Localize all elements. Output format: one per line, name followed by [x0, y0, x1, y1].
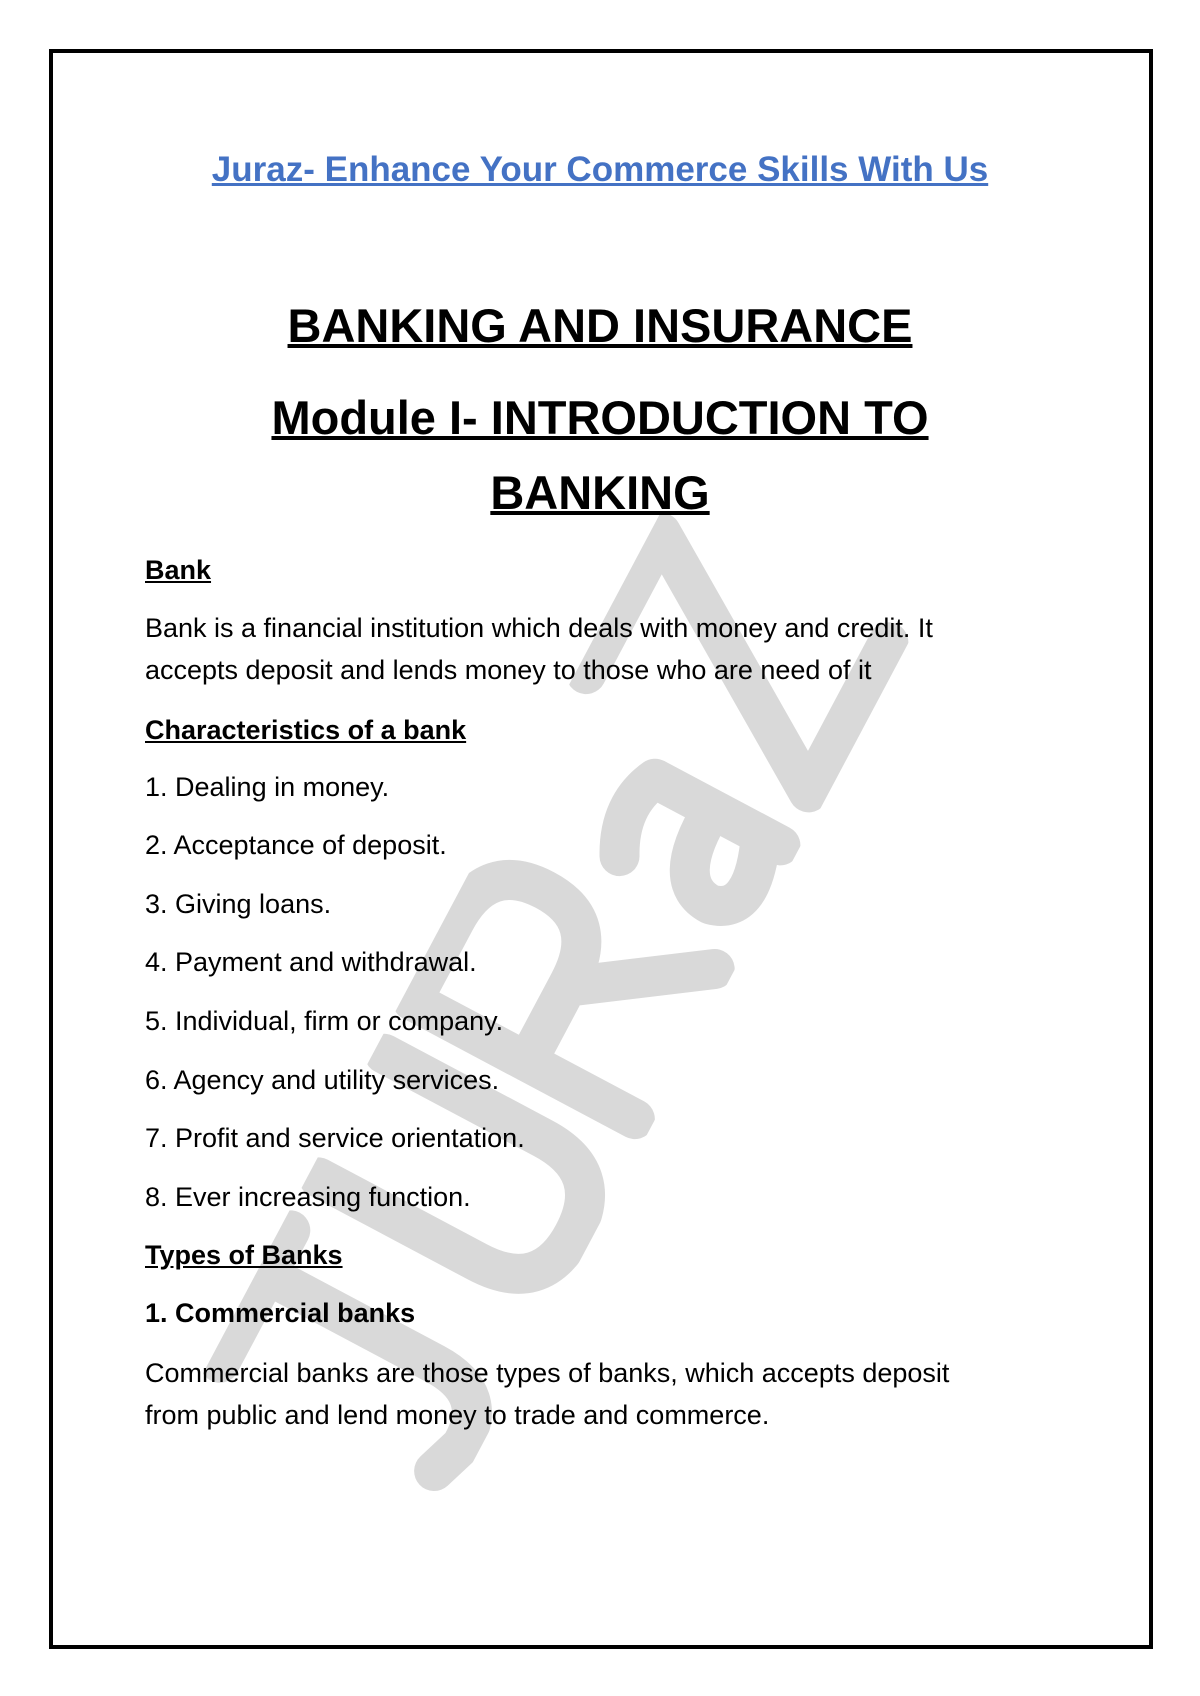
list-item: 3. Giving loans. — [145, 889, 332, 919]
list-item: 5. Individual, firm or company. — [145, 1006, 504, 1036]
commercial-banks-paragraph-line1: Commercial banks are those types of banks, which accepts deposit — [145, 1358, 950, 1388]
characteristics-heading: Characteristics of a bank — [145, 715, 467, 745]
commercial-banks-subheading: 1. Commercial banks — [145, 1298, 416, 1328]
list-item: 8. Ever increasing function. — [145, 1182, 471, 1212]
brand-title-link[interactable]: Juraz- Enhance Your Commerce Skills With Us — [211, 150, 989, 189]
commercial-banks-paragraph-line2: from public and lend money to trade and commerce. — [145, 1400, 770, 1430]
types-heading: Types of Banks — [145, 1240, 343, 1270]
list-item: 6. Agency and utility services. — [145, 1065, 500, 1095]
module-title-line1: Module I- INTRODUCTION TO — [271, 391, 929, 444]
list-item: 2. Acceptance of deposit. — [145, 830, 447, 860]
list-item: 4. Payment and withdrawal. — [145, 947, 477, 977]
module-title-line2: BANKING — [490, 466, 710, 519]
bank-heading: Bank — [145, 555, 212, 585]
watermark-letter-a — [607, 775, 780, 921]
list-item: 7. Profit and service orientation. — [145, 1123, 525, 1153]
bank-paragraph-line1: Bank is a financial institution which deals with money and credit. It — [145, 613, 933, 643]
list-item: 1. Dealing in money. — [145, 772, 390, 802]
bank-paragraph-line2: accepts deposit and lends money to those who are need of it — [145, 655, 872, 685]
document-title: BANKING AND INSURANCE — [287, 299, 913, 352]
